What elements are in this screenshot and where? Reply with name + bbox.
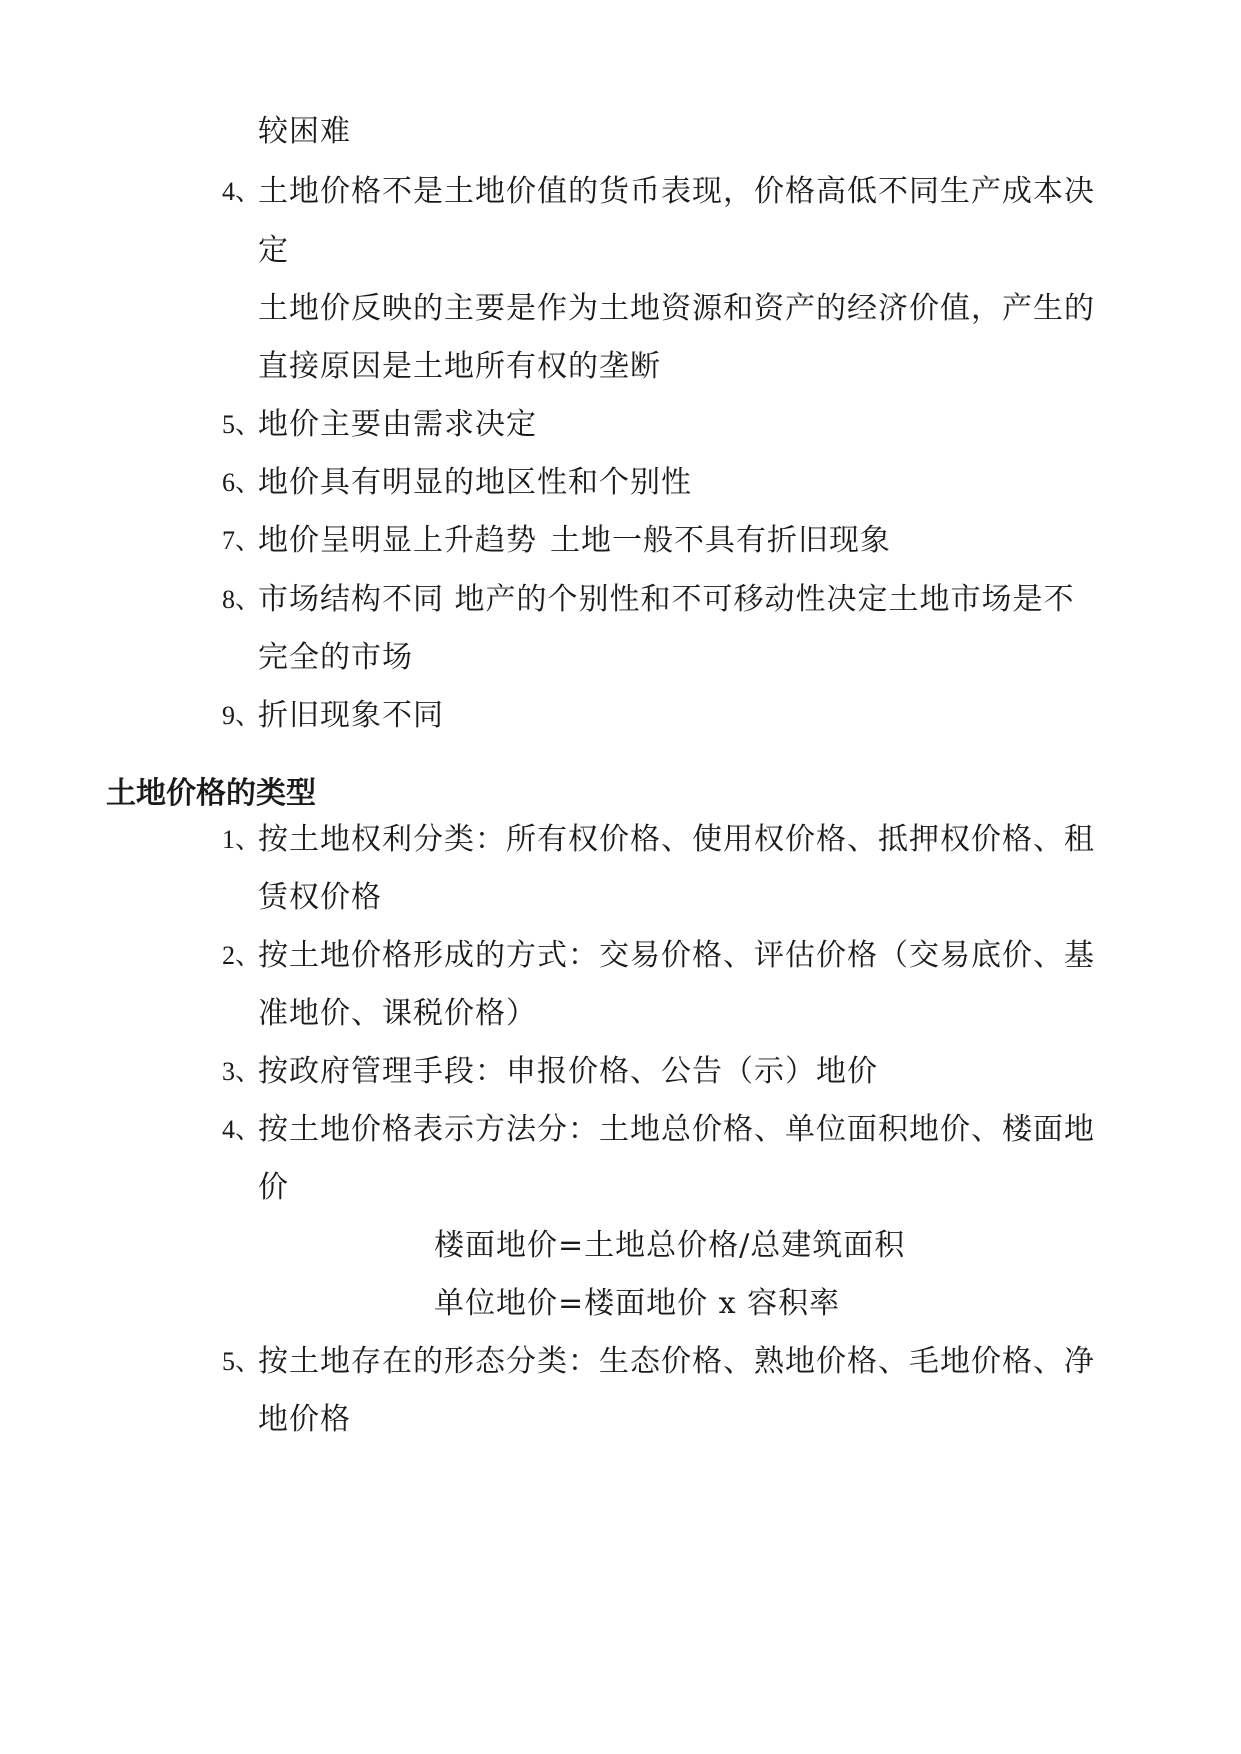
list-item-text: 市场结构不同 地产的个别性和不可移动性决定土地市场是不: [258, 582, 1075, 617]
list-item-text: 地价格: [258, 1402, 351, 1437]
list-item-text: 地价具有明显的地区性和个别性: [258, 465, 692, 500]
list-number: 4、: [222, 177, 262, 206]
list-item-text: 准地价、课税价格）: [258, 996, 537, 1031]
list-item-text: 价: [258, 1170, 289, 1205]
list-item-text: 按土地权利分类：所有权价格、使用权价格、抵押权价格、租: [258, 822, 1095, 857]
list-item-text: 按土地价格表示方法分：土地总价格、单位面积地价、楼面地: [258, 1112, 1095, 1147]
list-item-text: 土地价格不是土地价值的货币表现，价格高低不同生产成本决: [258, 174, 1095, 209]
list-item-text: 地价呈明显上升趋势: [258, 523, 537, 558]
section-heading: 土地价格的类型: [106, 776, 316, 811]
continuation-line: 较困难: [258, 114, 351, 149]
list-number: 5、: [222, 410, 262, 439]
list-item-text: 赁权价格: [258, 880, 382, 915]
list-item-text: 直接原因是土地所有权的垄断: [258, 349, 661, 384]
list-number: 8、: [222, 585, 262, 614]
formula-line: 单位地价=楼面地价 x 容积率: [434, 1286, 841, 1321]
list-item-text: 定: [258, 233, 289, 268]
formula-line: 楼面地价=土地总价格/总建筑面积: [434, 1228, 906, 1263]
list-number: 2、: [222, 941, 262, 970]
list-number: 1、: [222, 825, 262, 854]
list-item-text: 按土地价格形成的方式：交易价格、评估价格（交易底价、基: [258, 938, 1095, 973]
list-number: 7、: [222, 526, 262, 555]
list-number: 4、: [222, 1115, 262, 1144]
list-item-text: 按政府管理手段：申报价格、公告（示）地价: [258, 1054, 878, 1089]
list-item-text: 折旧现象不同: [258, 698, 444, 733]
list-number: 9、: [222, 701, 262, 730]
list-item-text: 地价主要由需求决定: [258, 407, 537, 442]
list-item-text-extra: 土地一般不具有折旧现象: [550, 523, 891, 558]
list-item-text: 完全的市场: [258, 640, 413, 675]
list-number: 6、: [222, 468, 262, 497]
list-number: 5、: [222, 1347, 262, 1376]
list-item-text: 土地价反映的主要是作为土地资源和资产的经济价值，产生的: [258, 291, 1095, 326]
list-number: 3、: [222, 1057, 262, 1086]
list-item-text: 按土地存在的形态分类：生态价格、熟地价格、毛地价格、净: [258, 1344, 1095, 1379]
